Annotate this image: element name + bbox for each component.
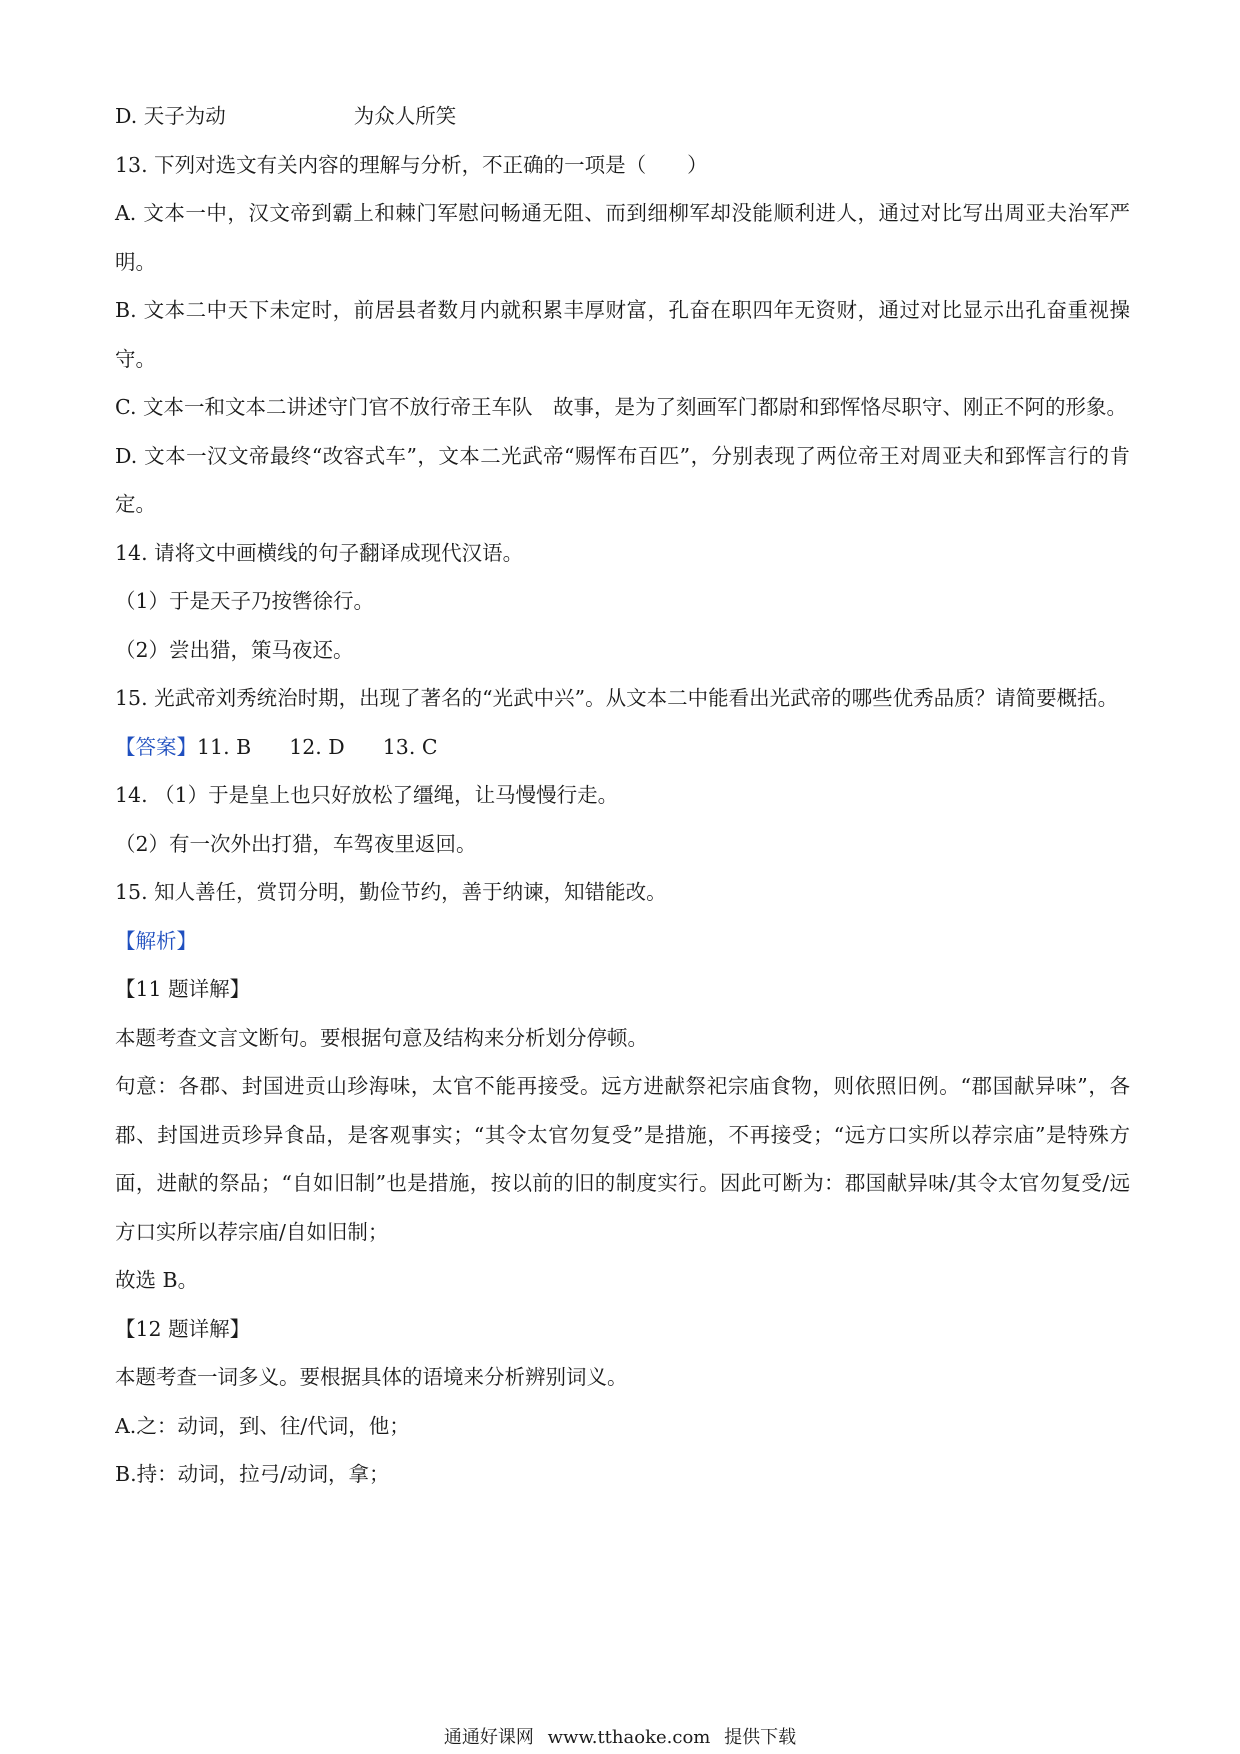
q13-option-d: D. 文本一汉文帝最终“改容式车”，文本二光武帝“赐恽布百匹”，分别表现了两位帝王对周亚夫和郅恽言行的肯定。 [115,443,1130,516]
q12-option-d-label: D. 天子 [115,104,185,128]
analysis-12-option-b: B.持：动词，拉弓/动词，拿； [115,1462,390,1486]
analysis-12-option-a: A.之：动词，到、往/代词，他； [115,1413,410,1438]
q13-option-b: B. 文本二中天下未定时，前居县者数月内就积累丰厚财富，孔奋在职四年无资财，通过对比显示出孔奋重视操守。 [115,298,1130,371]
footer-url: www.tthaoke.com [547,1727,711,1748]
q14-sentence-1: （1）于是天子乃按辔徐行。 [115,589,375,613]
q14-stem: 14. 请将文中画横线的句子翻译成现代汉语。 [115,540,524,565]
analysis-11-intro: 本题考查文言文断句。要根据句意及结构来分析划分停顿。 [115,1025,648,1050]
emphasis-dot-char: 为 [185,92,206,141]
analysis-heading-12: 【12 题详解】 [115,1316,251,1341]
answer-12: 12. D [289,734,345,759]
q12-option-d-text-2: 众人所笑 [374,104,457,128]
answer-line [115,723,1130,772]
analysis-11-conclusion: 故选 B。 [115,1268,199,1292]
q13-option-c: C. 文本一和文本二讲述守门官不放行帝王车队 故事，是为了刻画军门都尉和郅恽恪尽职守、刚正不阿的形象。 [115,395,1127,419]
q13-stem: 13. 下列对选文有关内容的理解与分析，不正确的一项是（ ） [115,152,708,177]
q14-sentence-2: （2）尝出猎，策马夜还。 [115,637,354,662]
answer-13: 13. C [382,734,438,759]
document-content [115,92,1130,1499]
emphasis-dot-char: 为 [354,92,375,141]
footer-note: 提供下载 [724,1727,797,1748]
analysis-11-explanation: 句意：各郡、封国进贡山珍海味，太官不能再接受。远方进献祭祀宗庙食物，则依照旧例。“郡国献异味”，各郡、封国进贡珍异食品，是客观事实；“其令太官勿复受”是措施，不再接受；“远方口实所以荐宗庙”是特殊方面，进献的祭品；“自如旧制”也是措施，按以前的旧的制度实行。因此可断为：郡国献异味/其令太官勿复受/远方口实所以荐宗庙/自如旧制； [115,1074,1130,1244]
answer-11: 11. B [197,734,252,759]
answer-tag: 【答案】 [115,734,197,759]
page-footer [0,1726,1240,1750]
answer-15: 15. 知人善任，赏罚分明，勤俭节约，善于纳谏，知错能改。 [115,880,667,904]
analysis-tag: 【解析】 [115,928,197,953]
q15-stem: 15. 光武帝刘秀统治时期，出现了著名的“光武中兴”。从文本二中能看出光武帝的哪些优秀品质？请简要概括。 [115,686,1119,710]
analysis-12-intro: 本题考查一词多义。要根据具体的语境来分析辨别词义。 [115,1365,628,1389]
footer-site-name: 通通好课网 [443,1727,534,1748]
answer-14-2: （2）有一次外出打猎，车驾夜里返回。 [115,831,477,856]
q12-option-d-text: 动 [205,104,226,128]
q13-option-a: A. 文本一中，汉文帝到霸上和棘门军慰问畅通无阻、而到细柳军却没能顺利进人，通过对比写出周亚夫治军严明。 [115,201,1130,274]
analysis-heading-11: 【11 题详解】 [115,977,251,1001]
q12-option-d [115,92,1130,141]
answer-14-1: 14. （1）于是皇上也只好放松了缰绳，让马慢慢行走。 [115,783,619,807]
